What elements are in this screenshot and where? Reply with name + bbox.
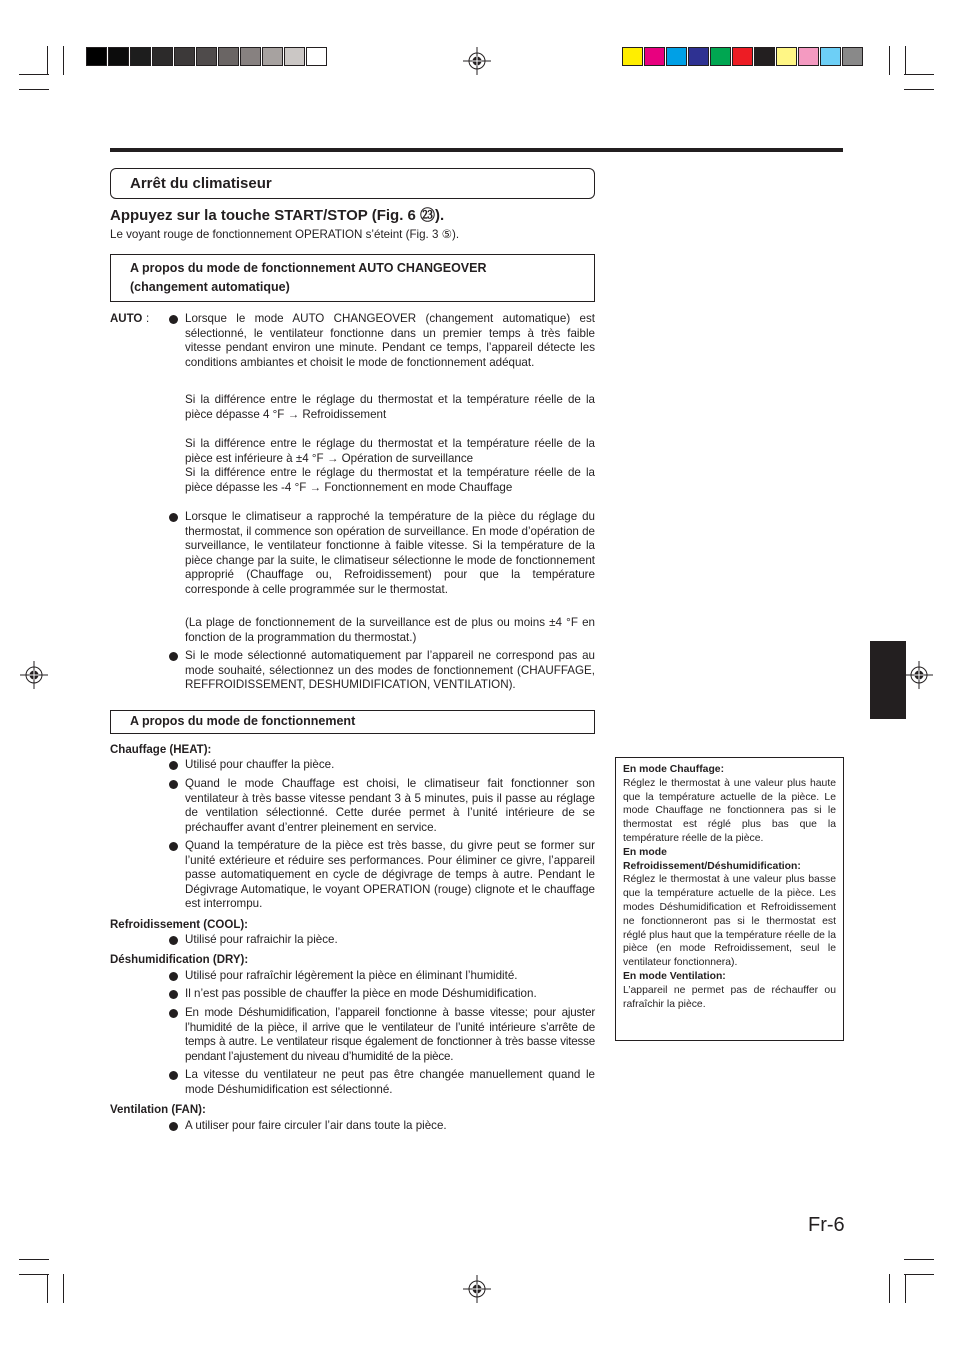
color-swatch: [130, 47, 151, 66]
side-cool-title: En mode Refroidissement/Déshumidification:: [623, 846, 801, 872]
side-note-box: [615, 757, 844, 1041]
bullet-icon: [169, 1009, 178, 1018]
bullet-icon: [169, 972, 178, 981]
fan-label: Ventilation (FAN):: [110, 1104, 206, 1116]
color-swatch: [174, 47, 195, 66]
auto-box-title-line2: (changement automatique): [130, 280, 290, 294]
color-swatch: [666, 47, 687, 66]
crop-mark: [47, 1274, 48, 1303]
color-swatch: [218, 47, 239, 66]
color-swatch: [754, 47, 775, 66]
crop-mark: [904, 1259, 934, 1260]
color-swatch: [644, 47, 665, 66]
fan-bullet-1: A utiliser pour faire circuler l’air dans toute la pièce.: [185, 1119, 447, 1132]
page-number: Fr-6: [808, 1214, 845, 1236]
heat-label: Chauffage (HEAT):: [110, 744, 212, 756]
crop-mark: [19, 1274, 49, 1275]
color-swatch: [108, 47, 129, 66]
bullet-icon: [169, 761, 178, 770]
bullet-icon: [169, 1071, 178, 1080]
crop-mark: [19, 89, 49, 90]
gray-swatch-bar: [86, 47, 328, 66]
auto-condition-2: Si la différence entre le réglage du thermostat et la température réelle de la pièce est inférieure à ±4 °F → Opération de surveillance: [185, 437, 595, 465]
side-heat-title: En mode Chauffage:: [623, 764, 725, 775]
color-swatch: [776, 47, 797, 66]
bullet-icon: [169, 513, 178, 522]
bullet-icon: [169, 315, 178, 324]
heat-bullet-2: Quand le mode Chauffage est choisi, le climatiseur fait fonctionner son ventilateur à très basse vitesse pendant 3 à 5 minutes, puis il passe au réglage de ventilation sélectionné. Cette durée permet à l’unité intérieure de se préchauffer avant d’entrer pleinement en service.: [185, 777, 595, 834]
crop-mark: [904, 89, 934, 90]
color-swatch: [798, 47, 819, 66]
crop-mark: [889, 1274, 890, 1303]
color-swatch: [196, 47, 217, 66]
color-swatch: [710, 47, 731, 66]
color-swatch: [152, 47, 173, 66]
side-cool-text: Réglez le thermostat à une valeur plus basse que la température actuelle de la pièce. Les modes Déshumidification et Refroidissement ne fonctionneront pas si le thermostat est réglé plus haut que la température réelle de la pièce (en mode Refroidissement, seul le ventilateur fonctionnera).: [623, 874, 836, 969]
dry-bullet-3: En mode Déshumidification, l’appareil fonctionne à basse vitesse; pour ajuster l’humidité de la pièce, il arrive que le ventilateur de l’unité intérieure s’arrête de temps à autre. Le ventilateur risque également de fonctionner à très basse vitesse pendant l’ajustement du niveau d’humidité de la pièce.: [185, 1006, 595, 1063]
crop-mark: [63, 46, 64, 75]
crop-mark: [905, 1274, 906, 1303]
registration-mark-icon: [905, 661, 933, 689]
language-tab: [870, 641, 906, 719]
heat-bullet-3: Quand la température de la pièce est très basse, du givre peut se former sur l’unité extérieure et réduire ses performances. Pour éliminer ce givre, l’appareil passe automatiquement en cycle de dégivrage de temps à autre. Pendant le Dégivrage Automatique, le voyant OPERATION (rouge) clignote et le chauffage est interrompu.: [185, 839, 595, 911]
color-swatch: [306, 47, 327, 66]
auto-bullet-2: Lorsque le climatiseur a rapproché la température de la pièce du réglage du thermostat, il commence son opération de surveillance. En mode d’opération de surveillance, le ventilateur fonctionne à faible vitesse. Si la température de la pièce change par la suite, le climatiseur sélectionne le mode de fonctionnement approprié (Chauffage ou, Refroidissement) pour que la température corresponde à celle programmée sur le thermostat.: [185, 510, 595, 596]
side-heat-text: Réglez le thermostat à une valeur plus haute que la température actuelle de la pièce. Le mode Chauffage ne fonctionnera pas si le thermostat est réglé plus bas que la température réelle de la pièce.: [623, 777, 836, 844]
color-swatch: [284, 47, 305, 66]
side-fan-text: L’appareil ne permet pas de réchauffer ou rafraîchir la pièce.: [623, 984, 836, 1010]
auto-condition-3: Si la différence entre le réglage du thermostat et la température réelle de la pièce dépasse les -4 °F → Fonctionnement en mode Chauffage: [185, 466, 595, 494]
color-swatch: [732, 47, 753, 66]
crop-mark: [905, 46, 906, 75]
crop-mark: [19, 1259, 49, 1260]
auto-note: (La plage de fonctionnement de la surveillance est de plus ou moins ±4 °F en fonction de la programmation du thermostat.): [185, 616, 595, 644]
color-swatch: [262, 47, 283, 66]
modes-box-title: A propos du mode de fonctionnement: [130, 714, 356, 728]
color-swatch: [86, 47, 107, 66]
side-fan-title: En mode Ventilation:: [623, 970, 726, 982]
color-swatch: [688, 47, 709, 66]
color-swatch: [842, 47, 863, 66]
crop-mark: [63, 1274, 64, 1303]
color-swatch-bar: [622, 47, 864, 66]
step-heading: Appuyez sur la touche START/STOP (Fig. 6 ㉓).: [110, 207, 445, 224]
registration-mark-icon: [20, 661, 48, 689]
dry-bullet-4: La vitesse du ventilateur ne peut pas être changée manuellement quand le mode Déshumidification est sélectionné.: [185, 1068, 595, 1096]
header-rule: [110, 148, 843, 152]
crop-mark: [19, 74, 49, 75]
dry-bullet-2: Il n’est pas possible de chauffer la pièce en mode Déshumidification.: [185, 987, 537, 1000]
color-swatch: [820, 47, 841, 66]
bullet-icon: [169, 1122, 178, 1131]
registration-mark-icon: [463, 47, 491, 75]
auto-bullet-1: Lorsque le mode AUTO CHANGEOVER (changement automatique) est sélectionné, le ventilateur fonctionne dans un premier temps à très faible vitesse pendant environ une minute. Pendant ce temps, l’appareil détecte les conditions ambiantes et choisit le mode de fonctionnement adéquat.: [185, 312, 595, 369]
color-swatch: [240, 47, 261, 66]
auto-label-colon: :: [146, 313, 150, 325]
crop-mark: [47, 46, 48, 75]
dry-bullet-1: Utilisé pour rafraîchir légèrement la pièce en éliminant l’humidité.: [185, 969, 518, 982]
auto-condition-1: Si la différence entre le réglage du thermostat et la température réelle de la pièce dépasse 4 °F → Refroidissement: [185, 393, 595, 421]
bullet-icon: [169, 842, 178, 851]
bullet-icon: [169, 780, 178, 789]
auto-bullet-3: Si le mode sélectionné automatiquement par l’appareil ne correspond pas au mode souhaité, sélectionnez un des modes de fonctionnement (CHAUFFAGE, REFFROIDISSEMENT, DESHUMIDIFICATION, VENTILATION).: [185, 649, 595, 692]
registration-mark-icon: [463, 1275, 491, 1303]
dry-label: Déshumidification (DRY):: [110, 954, 249, 966]
auto-label: AUTO: [110, 313, 143, 325]
section-title: Arrêt du climatiseur: [130, 175, 272, 192]
auto-box-title-line1: A propos du mode de fonctionnement AUTO CHANGEOVER: [130, 261, 487, 275]
color-swatch: [622, 47, 643, 66]
crop-mark: [889, 46, 890, 75]
bullet-icon: [169, 936, 178, 945]
crop-mark: [904, 74, 934, 75]
step-text: Le voyant rouge de fonctionnement OPERATION s’éteint (Fig. 3 ⑤).: [110, 228, 460, 241]
cool-label: Refroidissement (COOL):: [110, 919, 249, 931]
heat-bullet-1: Utilisé pour chauffer la pièce.: [185, 758, 335, 771]
bullet-icon: [169, 990, 178, 999]
crop-mark: [904, 1274, 934, 1275]
cool-bullet-1: Utilisé pour rafraichir la pièce.: [185, 933, 338, 946]
bullet-icon: [169, 652, 178, 661]
